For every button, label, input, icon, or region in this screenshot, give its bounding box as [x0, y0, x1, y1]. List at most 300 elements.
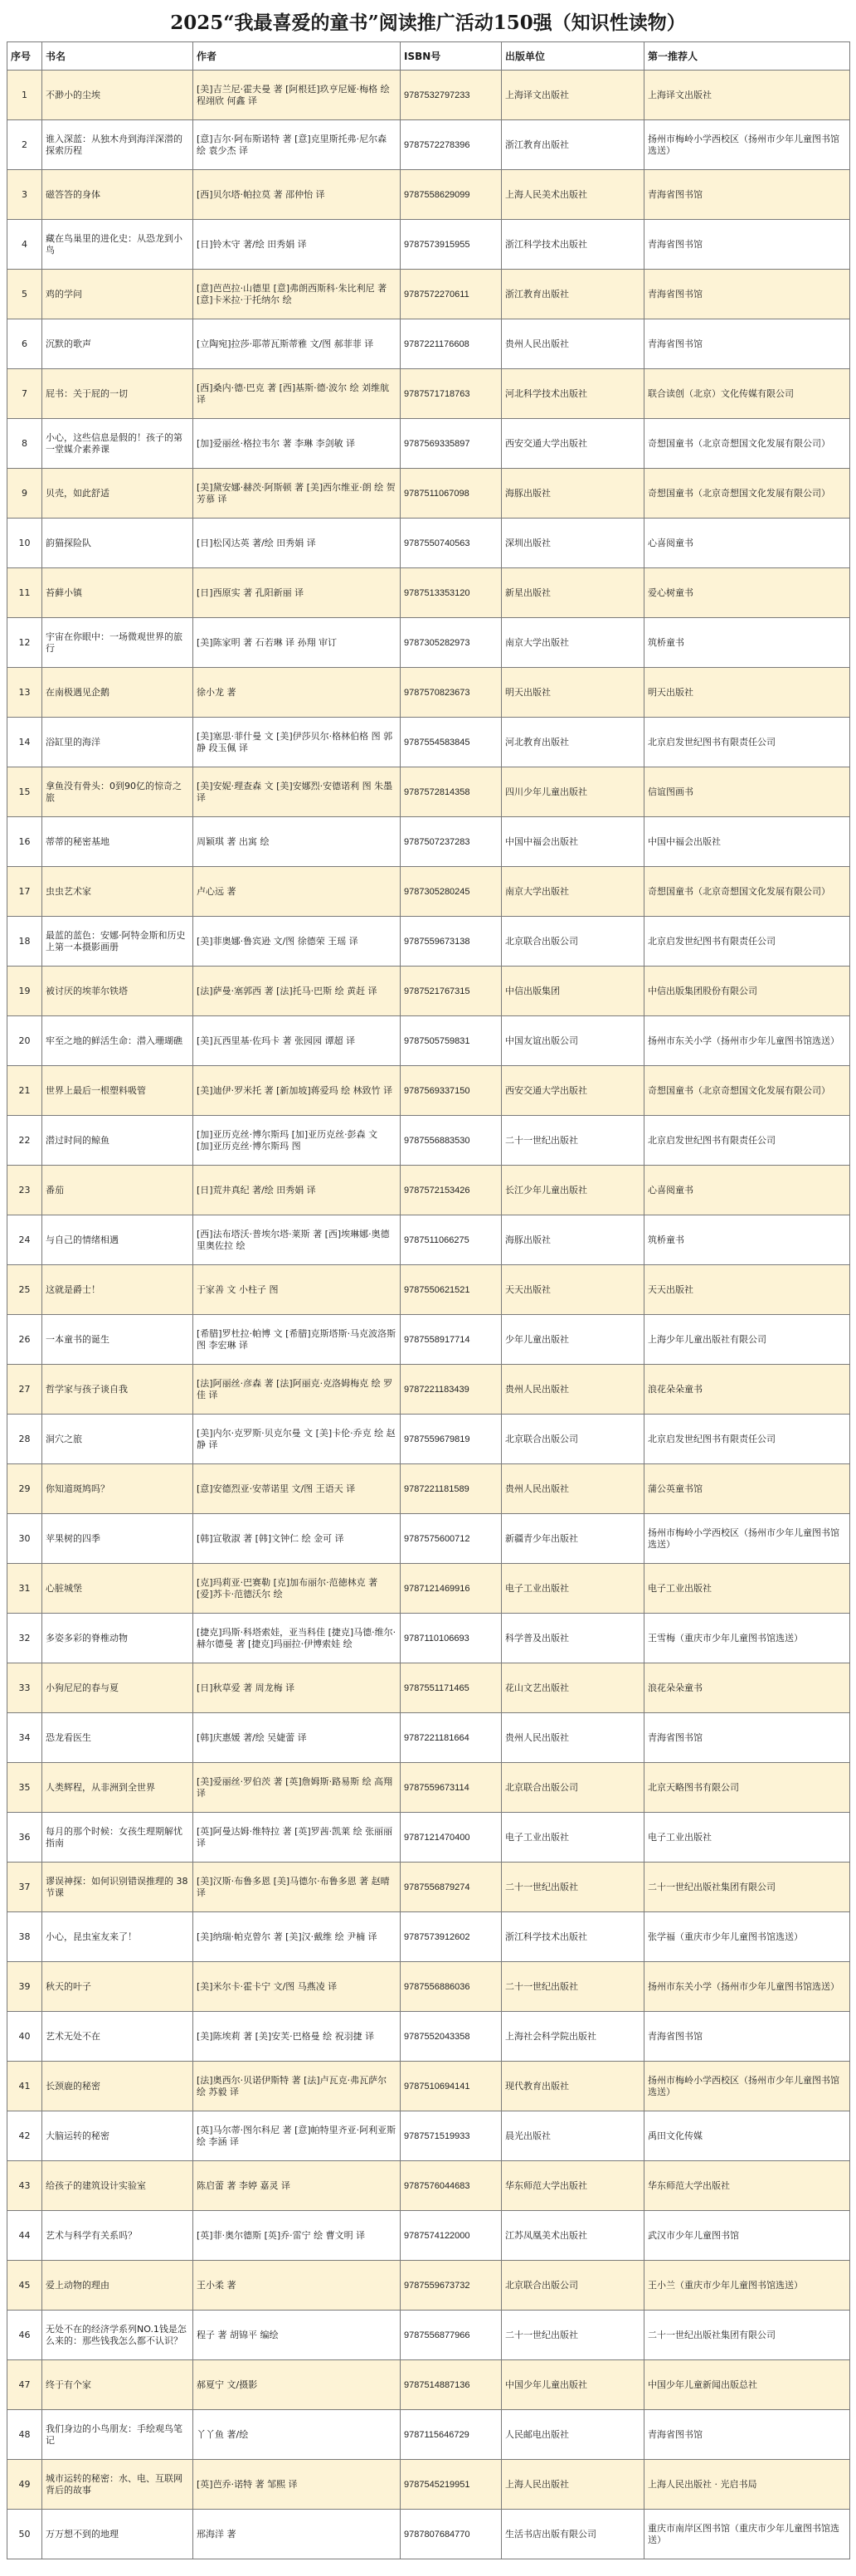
cell-title: 恐龙看医生 [42, 1713, 193, 1763]
cell-no: 48 [7, 2410, 42, 2460]
cell-isbn: 9787574122000 [401, 2211, 502, 2261]
page-title: 2025“我最喜爱的童书”阅读推广活动150强（知识性读物） [170, 12, 686, 34]
cell-isbn: 9787305282973 [401, 618, 502, 668]
table-row [7, 419, 850, 469]
cell-no: 14 [7, 718, 42, 767]
cell-title: 屁书：关于屁的一切 [42, 369, 193, 419]
cell-recommender: 扬州市东关小学（扬州市少年儿童图书馆选送） [644, 1016, 850, 1066]
cell-publisher: 晨光出版社 [502, 2111, 644, 2161]
cell-publisher: 深圳出版社 [502, 519, 644, 568]
cell-title: 你知道斑鸠吗？ [42, 1464, 193, 1514]
cell-recommender: 奇想国童书（北京奇想国文化发展有限公司） [644, 469, 850, 519]
cell-title: 艺术与科学有关系吗？ [42, 2211, 193, 2261]
table-row [7, 1713, 850, 1763]
cell-isbn: 9787572814358 [401, 767, 502, 817]
cell-no: 50 [7, 2510, 42, 2559]
cell-publisher: 海豚出版社 [502, 1215, 644, 1265]
cell-author: [美]瓦西里基·佐玛卡 著 张园园 谭超 译 [193, 1016, 401, 1066]
table-row [7, 568, 850, 618]
cell-recommender: 北京启发世纪图书有限责任公司 [644, 917, 850, 967]
cell-author: [日]铃木守 著/绘 田秀娟 译 [193, 220, 401, 270]
cell-title: 宇宙在你眼中：一场微观世界的旅行 [42, 618, 193, 668]
table-row [7, 1614, 850, 1663]
cell-title: 牢至之地的鲜活生命：潜入珊瑚礁 [42, 1016, 193, 1066]
cell-title: 长颈鹿的秘密 [42, 2062, 193, 2111]
cell-no: 1 [7, 71, 42, 120]
cell-publisher: 中国少年儿童出版社 [502, 2360, 644, 2410]
cell-isbn: 9787521767315 [401, 967, 502, 1016]
table-row [7, 170, 850, 220]
cell-no: 12 [7, 618, 42, 668]
cell-title: 沉默的歌声 [42, 319, 193, 369]
cell-recommender: 浪花朵朵童书 [644, 1365, 850, 1415]
cell-author: 程子 著 胡锦平 编绘 [193, 2311, 401, 2360]
cell-publisher: 二十一世纪出版社 [502, 2311, 644, 2360]
cell-isbn: 9787571718763 [401, 369, 502, 419]
cell-isbn: 9787532797233 [401, 71, 502, 120]
cell-isbn: 9787513353120 [401, 568, 502, 618]
cell-no: 22 [7, 1116, 42, 1166]
cell-no: 4 [7, 220, 42, 270]
cell-isbn: 9787559673114 [401, 1763, 502, 1813]
cell-publisher: 中国中福会出版社 [502, 817, 644, 867]
cell-isbn: 9787305280245 [401, 867, 502, 917]
cell-publisher: 新疆青少年出版社 [502, 1514, 644, 1564]
cell-no: 5 [7, 270, 42, 319]
cell-author: 卢心远 著 [193, 867, 401, 917]
table-row [7, 2261, 850, 2311]
cell-title: 我们身边的小鸟朋友：手绘观鸟笔记 [42, 2410, 193, 2460]
header-isbn: ISBN号 [401, 42, 502, 71]
table-row [7, 319, 850, 369]
cell-author: [意]安德烈亚·安蒂诺里 文/图 王语天 译 [193, 1464, 401, 1514]
cell-no: 29 [7, 1464, 42, 1514]
cell-author: 邢海洋 著 [193, 2510, 401, 2559]
cell-recommender: 奇想国童书（北京奇想国文化发展有限公司） [644, 419, 850, 469]
cell-author: [韩]宣敬淑 著 [韩]文钟仁 绘 金可 译 [193, 1514, 401, 1564]
cell-author: [美]内尔·克罗斯·贝克尔曼 文 [美]卡伦·乔克 绘 赵静 译 [193, 1415, 401, 1464]
cell-no: 35 [7, 1763, 42, 1813]
cell-title: 秋天的叶子 [42, 1962, 193, 2012]
cell-isbn: 9787510694141 [401, 2062, 502, 2111]
cell-author: [韩]庆惠媛 著/绘 吴婕蕾 译 [193, 1713, 401, 1763]
table-row [7, 817, 850, 867]
cell-title: 苔藓小镇 [42, 568, 193, 618]
table-row [7, 270, 850, 319]
cell-author: [美]迪伊·罗米托 著 [新加坡]蒋爱玛 绘 林致竹 译 [193, 1066, 401, 1116]
cell-publisher: 少年儿童出版社 [502, 1315, 644, 1365]
table-body [7, 71, 850, 2559]
cell-title: 磁答答的身体 [42, 170, 193, 220]
cell-recommender: 青海省图书馆 [644, 270, 850, 319]
cell-recommender: 中信出版集团股份有限公司 [644, 967, 850, 1016]
table-row [7, 1464, 850, 1514]
cell-no: 2 [7, 120, 42, 170]
cell-title: 每月的那个时候：女孩生理期解忧指南 [42, 1813, 193, 1863]
table-row [7, 2062, 850, 2111]
cell-publisher: 花山文艺出版社 [502, 1663, 644, 1713]
cell-publisher: 中国友谊出版公司 [502, 1016, 644, 1066]
cell-title: 韵猫探险队 [42, 519, 193, 568]
table-row [7, 1365, 850, 1415]
table-row [7, 1564, 850, 1614]
cell-recommender: 青海省图书馆 [644, 1713, 850, 1763]
cell-no: 15 [7, 767, 42, 817]
table-row [7, 1116, 850, 1166]
cell-author: 徐小龙 著 [193, 668, 401, 718]
table-row [7, 1863, 850, 1912]
cell-title: 大脑运转的秘密 [42, 2111, 193, 2161]
cell-no: 9 [7, 469, 42, 519]
cell-recommender: 华东师范大学出版社 [644, 2161, 850, 2211]
cell-isbn: 9787115646729 [401, 2410, 502, 2460]
cell-isbn: 9787221181664 [401, 1713, 502, 1763]
cell-no: 11 [7, 568, 42, 618]
cell-no: 47 [7, 2360, 42, 2410]
cell-isbn: 9787576044683 [401, 2161, 502, 2211]
table-row [7, 2161, 850, 2211]
cell-recommender: 二十一世纪出版社集团有限公司 [644, 1863, 850, 1912]
cell-publisher: 华东师范大学出版社 [502, 2161, 644, 2211]
table-row [7, 1813, 850, 1863]
cell-publisher: 南京大学出版社 [502, 618, 644, 668]
cell-no: 23 [7, 1166, 42, 1215]
table-row [7, 2360, 850, 2410]
table-row [7, 2410, 850, 2460]
cell-author: [日]西原实 著 孔阳新丽 译 [193, 568, 401, 618]
cell-author: [法]阿丽丝·彦森 著 [法]阿丽克·克洛姆梅克 绘 罗佳 译 [193, 1365, 401, 1415]
cell-isbn: 9787573915955 [401, 220, 502, 270]
cell-recommender: 武汉市少年儿童图书馆 [644, 2211, 850, 2261]
table-row [7, 2111, 850, 2161]
cell-recommender: 青海省图书馆 [644, 2012, 850, 2062]
cell-publisher: 浙江科学技术出版社 [502, 1912, 644, 1962]
cell-publisher: 海豚出版社 [502, 469, 644, 519]
header-row [7, 42, 850, 71]
cell-no: 25 [7, 1265, 42, 1315]
cell-title: 藏在鸟巢里的进化史：从恐龙到小鸟 [42, 220, 193, 270]
cell-title: 谬误神探：如何识别错误推理的 38 节课 [42, 1863, 193, 1912]
cell-no: 18 [7, 917, 42, 967]
cell-title: 终于有个家 [42, 2360, 193, 2410]
cell-isbn: 9787572153426 [401, 1166, 502, 1215]
cell-recommender: 重庆市南岸区图书馆（重庆市少年儿童图书馆选送） [644, 2510, 850, 2559]
cell-author: [美]塞思·菲什曼 文 [美]伊莎贝尔·格林伯格 图 郭静 段玉佩 译 [193, 718, 401, 767]
cell-title: 谁入深蓝：从独木舟到海洋深潜的探索历程 [42, 120, 193, 170]
cell-title: 艺术无处不在 [42, 2012, 193, 2062]
cell-title: 无处不在的经济学系列NO.1钱是怎么来的：那些钱我怎么都不认识？ [42, 2311, 193, 2360]
cell-author: [美]爱丽丝·罗伯茨 著 [英]詹姆斯·路易斯 绘 高翔 译 [193, 1763, 401, 1813]
cell-title: 被讨厌的埃菲尔铁塔 [42, 967, 193, 1016]
cell-no: 16 [7, 817, 42, 867]
books-table [7, 41, 850, 2559]
cell-isbn: 9787569337150 [401, 1066, 502, 1116]
cell-author: [加]爱丽丝·格拉韦尔 著 李琳 李剑敏 译 [193, 419, 401, 469]
cell-recommender: 禹田文化传媒 [644, 2111, 850, 2161]
header-author: 作者 [193, 42, 401, 71]
cell-no: 17 [7, 867, 42, 917]
cell-isbn: 9787556877966 [401, 2311, 502, 2360]
cell-publisher: 北京联合出版公司 [502, 1763, 644, 1813]
table-row [7, 618, 850, 668]
cell-author: 陈启蕾 著 李婷 嘉灵 译 [193, 2161, 401, 2211]
cell-author: [英]芭乔·诺特 著 邹熙 译 [193, 2460, 401, 2510]
cell-publisher: 贵州人民出版社 [502, 1365, 644, 1415]
cell-recommender: 北京天略图书有限公司 [644, 1763, 850, 1813]
cell-author: [捷克]玛斯·科塔索娃，亚当科佳 [捷克]马德·维尔·赫尔德曼 著 [捷克]玛丽拉·伊博索娃 绘 [193, 1614, 401, 1663]
cell-author: 郝夏宁 文/摄影 [193, 2360, 401, 2410]
cell-author: [美]黛安娜·赫茨·阿斯顿 著 [美]西尔维亚·朗 绘 贺芳慕 译 [193, 469, 401, 519]
table-row [7, 2510, 850, 2559]
cell-isbn: 9787556879274 [401, 1863, 502, 1912]
cell-publisher: 中信出版集团 [502, 967, 644, 1016]
cell-isbn: 9787571519933 [401, 2111, 502, 2161]
cell-author: [法]萨曼·塞郭西 著 [法]托马·巴斯 绘 黄赶 译 [193, 967, 401, 1016]
cell-title: 一本童书的诞生 [42, 1315, 193, 1365]
cell-author: [日]松冈达英 著/绘 田秀娟 译 [193, 519, 401, 568]
cell-no: 8 [7, 419, 42, 469]
cell-no: 38 [7, 1912, 42, 1962]
cell-isbn: 9787554583845 [401, 718, 502, 767]
cell-title: 爱上动物的理由 [42, 2261, 193, 2311]
cell-publisher: 电子工业出版社 [502, 1564, 644, 1614]
cell-publisher: 北京联合出版公司 [502, 917, 644, 967]
cell-no: 37 [7, 1863, 42, 1912]
cell-publisher: 西安交通大学出版社 [502, 1066, 644, 1116]
cell-recommender: 中国中福会出版社 [644, 817, 850, 867]
cell-no: 19 [7, 967, 42, 1016]
header-publisher: 出版单位 [502, 42, 644, 71]
cell-recommender: 上海译文出版社 [644, 71, 850, 120]
cell-no: 39 [7, 1962, 42, 2012]
table-row [7, 1066, 850, 1116]
table-row [7, 867, 850, 917]
cell-publisher: 现代教育出版社 [502, 2062, 644, 2111]
cell-author: [英]马尔蒂·图尔科尼 著 [意]帕特里齐亚·阿利亚斯 绘 李涵 译 [193, 2111, 401, 2161]
cell-publisher: 明天出版社 [502, 668, 644, 718]
cell-recommender: 扬州市东关小学（扬州市少年儿童图书馆选送） [644, 1962, 850, 2012]
cell-title: 苹果树的四季 [42, 1514, 193, 1564]
cell-recommender: 心喜阅童书 [644, 519, 850, 568]
cell-publisher: 西安交通大学出版社 [502, 419, 644, 469]
cell-author: [日]秋草爱 著 周龙梅 译 [193, 1663, 401, 1713]
table-row [7, 1166, 850, 1215]
cell-title: 给孩子的建筑设计实验室 [42, 2161, 193, 2211]
table-row [7, 1016, 850, 1066]
cell-title: 世界上最后一根塑料吸管 [42, 1066, 193, 1116]
cell-title: 小心，这些信息是假的！孩子的第一堂媒介素养课 [42, 419, 193, 469]
cell-recommender: 北京启发世纪图书有限责任公司 [644, 718, 850, 767]
table-row [7, 369, 850, 419]
cell-no: 28 [7, 1415, 42, 1464]
cell-isbn: 9787507237283 [401, 817, 502, 867]
cell-isbn: 9787573912602 [401, 1912, 502, 1962]
cell-author: [意]芭芭拉·山德里 [意]弗朗西斯科·朱比利尼 著 [意]卡米拉·于托纳尔 绘 [193, 270, 401, 319]
cell-publisher: 上海社会科学院出版社 [502, 2012, 644, 2062]
cell-recommender: 奇想国童书（北京奇想国文化发展有限公司） [644, 1066, 850, 1116]
cell-isbn: 9787552043358 [401, 2012, 502, 2062]
cell-author: [西]贝尔塔·帕拉莫 著 邵仲怡 译 [193, 170, 401, 220]
cell-recommender: 明天出版社 [644, 668, 850, 718]
cell-no: 40 [7, 2012, 42, 2062]
cell-author: 周颖琪 著 出寓 绘 [193, 817, 401, 867]
cell-publisher: 上海人民美术出版社 [502, 170, 644, 220]
cell-recommender: 浪花朵朵童书 [644, 1663, 850, 1713]
cell-no: 13 [7, 668, 42, 718]
cell-recommender: 筑桥童书 [644, 1215, 850, 1265]
table-row [7, 1215, 850, 1265]
cell-publisher: 科学普及出版社 [502, 1614, 644, 1663]
cell-isbn: 9787550740563 [401, 519, 502, 568]
table-row [7, 71, 850, 120]
table-row [7, 767, 850, 817]
cell-recommender: 青海省图书馆 [644, 2410, 850, 2460]
cell-recommender: 爱心树童书 [644, 568, 850, 618]
table-row [7, 120, 850, 170]
cell-author: [日]荒井真纪 著/绘 田秀娟 译 [193, 1166, 401, 1215]
table-row [7, 1315, 850, 1365]
cell-author: [克]玛莉亚·巴赛勒 [克]加布丽尔·范徳林克 著 [爱]苏卡·范德沃尔 绘 [193, 1564, 401, 1614]
cell-title: 蒂蒂的秘密基地 [42, 817, 193, 867]
cell-isbn: 9787556883530 [401, 1116, 502, 1166]
cell-no: 20 [7, 1016, 42, 1066]
cell-isbn: 9787221183439 [401, 1365, 502, 1415]
cell-publisher: 贵州人民出版社 [502, 1464, 644, 1514]
cell-author: 王小柔 著 [193, 2261, 401, 2311]
table-row [7, 1514, 850, 1564]
cell-author: [美]陈家明 著 石若琳 译 孙翔 审订 [193, 618, 401, 668]
cell-no: 44 [7, 2211, 42, 2261]
cell-title: 心脏城堡 [42, 1564, 193, 1614]
cell-title: 浴缸里的海洋 [42, 718, 193, 767]
table-row [7, 1415, 850, 1464]
cell-publisher: 二十一世纪出版社 [502, 1116, 644, 1166]
cell-no: 31 [7, 1564, 42, 1614]
cell-title: 万万想不到的地理 [42, 2510, 193, 2559]
cell-recommender: 扬州市梅岭小学西校区（扬州市少年儿童图书馆选送） [644, 120, 850, 170]
cell-publisher: 河北科学技术出版社 [502, 369, 644, 419]
cell-title: 鸡的学问 [42, 270, 193, 319]
table-row [7, 469, 850, 519]
cell-isbn: 9787559679819 [401, 1415, 502, 1464]
cell-no: 7 [7, 369, 42, 419]
cell-recommender: 青海省图书馆 [644, 220, 850, 270]
cell-recommender: 上海少年儿童出版社有限公司 [644, 1315, 850, 1365]
cell-publisher: 浙江科学技术出版社 [502, 220, 644, 270]
cell-isbn: 9787556886036 [401, 1962, 502, 2012]
cell-publisher: 二十一世纪出版社 [502, 1863, 644, 1912]
table-row [7, 1912, 850, 1962]
cell-title: 这就是爵士！ [42, 1265, 193, 1315]
cell-author: [美]米尔卡·霍卡宁 文/图 马燕凌 译 [193, 1962, 401, 2012]
cell-title: 在南极遇见企鹅 [42, 668, 193, 718]
cell-title: 贝壳，如此舒适 [42, 469, 193, 519]
cell-author: 于家善 文 小柱子 图 [193, 1265, 401, 1315]
cell-no: 6 [7, 319, 42, 369]
header-title: 书名 [42, 42, 193, 71]
cell-recommender: 奇想国童书（北京奇想国文化发展有限公司） [644, 867, 850, 917]
cell-publisher: 天天出版社 [502, 1265, 644, 1315]
table-row [7, 1663, 850, 1713]
cell-publisher: 北京联合出版公司 [502, 1415, 644, 1464]
cell-isbn: 9787550621521 [401, 1265, 502, 1315]
cell-isbn: 9787569335897 [401, 419, 502, 469]
cell-author: [美]菲奥娜·鲁宾逊 文/图 徐德荣 王瑶 译 [193, 917, 401, 967]
cell-title: 不渺小的尘埃 [42, 71, 193, 120]
cell-isbn: 9787110106693 [401, 1614, 502, 1663]
cell-isbn: 9787221181589 [401, 1464, 502, 1514]
cell-no: 24 [7, 1215, 42, 1265]
cell-author: [美]汉斯·布鲁多恩 [美]马德尔·布鲁多恩 著 赵晴 译 [193, 1863, 401, 1912]
cell-no: 33 [7, 1663, 42, 1713]
cell-recommender: 心喜阅童书 [644, 1166, 850, 1215]
cell-author: [美]吉兰尼·霍夫曼 著 [阿根廷]玖亨尼娅·梅格 绘 程翊欣 何鑫 译 [193, 71, 401, 120]
cell-author: [美]陈埃莉 著 [美]安芙·巴格曼 绘 祝羽捷 译 [193, 2012, 401, 2062]
cell-recommender: 电子工业出版社 [644, 1813, 850, 1863]
cell-title: 拿鱼没有骨头：0到90亿的惊奇之旅 [42, 767, 193, 817]
cell-isbn: 9787570823673 [401, 668, 502, 718]
table-row [7, 967, 850, 1016]
cell-no: 36 [7, 1813, 42, 1863]
cell-title: 哲学家与孩子谈自我 [42, 1365, 193, 1415]
table-row [7, 519, 850, 568]
cell-no: 49 [7, 2460, 42, 2510]
table-row [7, 2211, 850, 2261]
cell-isbn: 9787575600712 [401, 1514, 502, 1564]
cell-author: [英]阿曼达姆·维特拉 著 [英]罗茜·凯莱 绘 张丽丽 译 [193, 1813, 401, 1863]
cell-publisher: 上海译文出版社 [502, 71, 644, 120]
cell-isbn: 9787558629099 [401, 170, 502, 220]
table-row [7, 1763, 850, 1813]
table-row [7, 1265, 850, 1315]
cell-publisher: 河北教育出版社 [502, 718, 644, 767]
cell-no: 27 [7, 1365, 42, 1415]
header-recommender: 第一推荐人 [644, 42, 850, 71]
cell-isbn: 9787221176608 [401, 319, 502, 369]
cell-recommender: 天天出版社 [644, 1265, 850, 1315]
table-row [7, 2460, 850, 2510]
table-row [7, 668, 850, 718]
cell-isbn: 9787558917714 [401, 1315, 502, 1365]
cell-author: [意]吉尔·阿布斯诺特 著 [意]克里斯托弗·尼尔森 绘 袁少杰 译 [193, 120, 401, 170]
table-row [7, 220, 850, 270]
cell-author: [加]亚历克丝·博尔斯玛 [加]亚历克丝·彭森 文 [加]亚历克丝·博尔斯玛 图 [193, 1116, 401, 1166]
cell-publisher: 贵州人民出版社 [502, 319, 644, 369]
cell-recommender: 信谊图画书 [644, 767, 850, 817]
cell-no: 3 [7, 170, 42, 220]
cell-recommender: 电子工业出版社 [644, 1564, 850, 1614]
cell-isbn: 9787121469916 [401, 1564, 502, 1614]
cell-no: 45 [7, 2261, 42, 2311]
cell-publisher: 四川少年儿童出版社 [502, 767, 644, 817]
cell-isbn: 9787511067098 [401, 469, 502, 519]
cell-author: [法]奥西尔·贝诺伊斯特 著 [法]卢瓦克·弗瓦萨尔 绘 苏毅 译 [193, 2062, 401, 2111]
cell-title: 潜过时间的鲸鱼 [42, 1116, 193, 1166]
cell-author: [美]纳瑞·帕克曾尔 著 [美]汉·戴维 绘 尹楠 译 [193, 1912, 401, 1962]
cell-publisher: 北京联合出版公司 [502, 2261, 644, 2311]
cell-author: [西]法布塔沃·普埃尔塔·莱斯 著 [西]埃琳娜·奥德里奥佐拉 绘 [193, 1215, 401, 1265]
cell-no: 43 [7, 2161, 42, 2211]
cell-isbn: 9787559673732 [401, 2261, 502, 2311]
cell-no: 30 [7, 1514, 42, 1564]
cell-publisher: 浙江教育出版社 [502, 120, 644, 170]
cell-recommender: 筑桥童书 [644, 618, 850, 668]
cell-isbn: 9787121470400 [401, 1813, 502, 1863]
cell-recommender: 张学福（重庆市少年儿童图书馆选送） [644, 1912, 850, 1962]
cell-no: 26 [7, 1315, 42, 1365]
cell-recommender: 王雪梅（重庆市少年儿童图书馆选送） [644, 1614, 850, 1663]
cell-publisher: 浙江教育出版社 [502, 270, 644, 319]
